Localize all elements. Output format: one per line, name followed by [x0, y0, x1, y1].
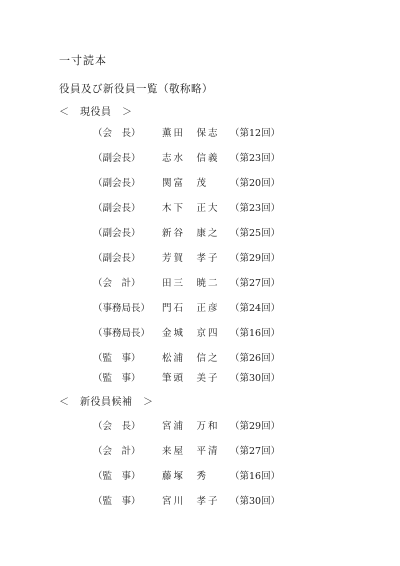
officer-name: 薫田 保志: [162, 128, 220, 139]
officer-row: [0, 370, 400, 386]
candidate-term: （第29回）: [230, 421, 281, 432]
officer-name: 木下 正大: [162, 203, 220, 214]
document-subtitle: 役員及び新役員一覧（敬称略）: [59, 83, 213, 95]
officer-term: （第24回）: [230, 303, 281, 314]
candidate-name: 宮川 孝子: [162, 496, 220, 507]
officer-row: [0, 125, 400, 141]
candidate-role: （会 計）: [93, 446, 141, 457]
officer-name: 門石 正彦: [162, 303, 220, 314]
candidate-name: 藤塚 秀: [162, 471, 209, 482]
officer-row: [0, 300, 400, 316]
candidate-row: [0, 493, 400, 509]
officer-term: （第26回）: [230, 353, 281, 364]
candidate-term: （第30回）: [230, 496, 281, 507]
officer-row: [0, 225, 400, 241]
officer-term: （第25回）: [230, 228, 281, 239]
officer-row: [0, 150, 400, 166]
officer-term: （第23回）: [230, 203, 281, 214]
officer-term: （第29回）: [230, 253, 281, 264]
officer-role: （副会長）: [93, 153, 141, 164]
officer-role: （会 長）: [93, 128, 141, 139]
officer-role: （会 計）: [93, 278, 141, 289]
candidate-term: （第16回）: [230, 471, 281, 482]
candidate-name: 来屋 平清: [162, 446, 220, 457]
candidate-row: [0, 443, 400, 459]
candidate-row: [0, 418, 400, 434]
officer-role: （事務局長）: [93, 328, 151, 339]
candidate-term: （第27回）: [230, 446, 281, 457]
document-title: 一寸読本: [59, 54, 107, 67]
officer-role: （副会長）: [93, 253, 141, 264]
officer-term: （第23回）: [230, 153, 281, 164]
officer-term: （第12回）: [230, 128, 281, 139]
officer-name: 田三 暁二: [162, 278, 220, 289]
candidate-role: （監 事）: [93, 471, 141, 482]
officer-row: [0, 200, 400, 216]
candidate-row: [0, 468, 400, 484]
officer-row: [0, 275, 400, 291]
officer-term: （第16回）: [230, 328, 281, 339]
officer-row: [0, 175, 400, 191]
officer-term: （第27回）: [230, 278, 281, 289]
candidate-name: 宮浦 万和: [162, 421, 220, 432]
section-label-new-candidates: ＜ 新役員候補 ＞: [59, 397, 154, 408]
officer-role: （副会長）: [93, 178, 141, 189]
officer-role: （監 事）: [93, 373, 141, 384]
officer-row: [0, 325, 400, 341]
section-label-current-officers: ＜ 現役員 ＞: [59, 107, 133, 118]
officer-name: 芳賀 孝子: [162, 253, 220, 264]
officer-row: [0, 250, 400, 266]
officer-name: 松浦 信之: [162, 353, 220, 364]
officer-name: 新谷 康之: [162, 228, 220, 239]
candidate-role: （会 長）: [93, 421, 141, 432]
officer-role: （監 事）: [93, 353, 141, 364]
officer-name: 志水 信義: [162, 153, 220, 164]
officer-row: [0, 350, 400, 366]
officer-name: 関富 茂: [162, 178, 209, 189]
candidate-role: （監 事）: [93, 496, 141, 507]
officer-term: （第20回）: [230, 178, 281, 189]
officer-name: 筆頭 美子: [162, 373, 220, 384]
officer-term: （第30回）: [230, 373, 281, 384]
officer-role: （事務局長）: [93, 303, 151, 314]
officer-role: （副会長）: [93, 228, 141, 239]
officer-role: （副会長）: [93, 203, 141, 214]
officer-name: 金城 京四: [162, 328, 220, 339]
